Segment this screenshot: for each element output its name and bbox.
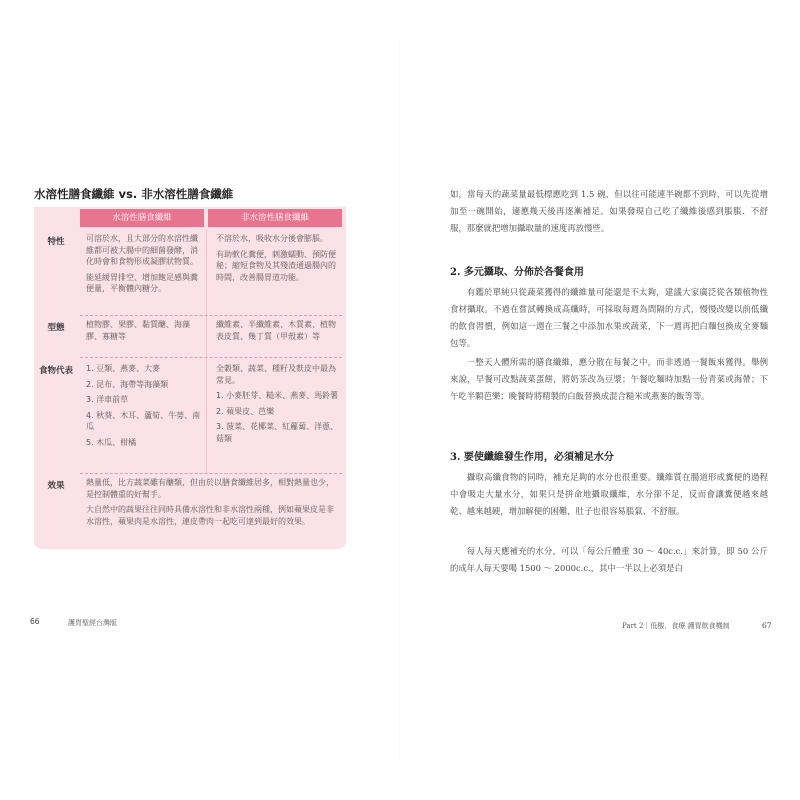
row-divider [80, 473, 342, 474]
row-label-form: 型態 [47, 323, 65, 333]
cell-text: 3. 菠菜、花椰菜、紅蘿蔔、洋蔥、菇類 [216, 422, 339, 443]
page-number-left: 66 [30, 617, 40, 626]
fiber-comparison-table [34, 207, 346, 549]
cell-text: 1. 小麥胚芽、糙米、燕麥、馬鈴薯 [216, 391, 339, 400]
header-insoluble: 非水溶性膳食纖維 [208, 209, 342, 227]
cell-text: 2. 昆布、海帶等海藻類 [86, 379, 169, 389]
cell-text: 熱量低，比方蔬菜雖有醣類，但由於以膳食纖維居多，相對熱量也少，是控制體重的好幫手。 [86, 478, 334, 499]
right-page [400, 0, 800, 800]
table-header [34, 207, 346, 229]
cell-text: 可溶於水，且大部分的水溶性纖維都可被大腸中的細菌發酵，消化時會和食物形成凝膠狀物質。 [86, 234, 198, 266]
book-title-footer: 護胃聖經台灣版 [68, 619, 117, 627]
row-label-property: 特性 [47, 237, 65, 247]
cell-form-soluble: 植物膠、果膠、黏質醣、海藻膠、寡糖等 [86, 320, 190, 341]
cell-food-insoluble [216, 363, 342, 448]
row-divider [80, 315, 342, 316]
cell-text: 3. 洋車前草 [86, 395, 129, 404]
page-number-right: 67 [762, 621, 772, 630]
chapter-footer: Part 2｜低酸．食療 護胃飲食機制 [622, 622, 730, 630]
cell-property-soluble [86, 233, 202, 299]
cell-food-soluble [86, 363, 202, 452]
cell-text: 2. 蘋果皮、芭樂 [216, 406, 275, 416]
cell-form-insoluble: 纖維素、半纖維素、木質素、植物表皮質、幾丁質（甲殼素）等 [216, 320, 336, 341]
cell-text: 1. 豆類、燕麥、大麥 [86, 364, 161, 373]
section-heading-3: 3. 要使纖維發生作用，必須補足水分 [450, 452, 614, 463]
cell-text: 能延緩胃排空、增加飽足感與糞便量，平衡體內糖分。 [86, 272, 198, 293]
header-soluble: 水溶性膳食纖維 [80, 209, 204, 227]
cell-text: 全穀類、蔬菜、種籽及麩皮中最為常見。 [216, 364, 336, 385]
section3-paragraph-2: 每人每天應補充的水分，可以「每公斤體重 30 ～ 40c.c.」來計算，即 50 公斤的成年人每天要喝 1500 ～ 2000c.c.，其中一半以上必須是白 [450, 546, 768, 573]
cell-text: 有助軟化糞便，刺激蠕動、預防便秘；縮短食物及其殘渣通過腸內的時間，改善腸胃道功能。 [216, 249, 336, 282]
cell-property-insoluble [216, 233, 342, 287]
row-label-effect: 效果 [47, 481, 65, 491]
section2-paragraph-1: 有鑑於單純只從蔬菜獲得的纖維量可能還是不太夠，建議大家廣泛從各類植物性食材攝取。不過在嘗試轉換成高纖時，可採取每週為間隔的方式，慢慢改變以前低纖的飲食習慣，例如這一週在三餐之中添加水果或蔬菜，下一週再把白麵包換成全麥麵包等。 [450, 287, 768, 348]
intro-paragraph: 如，當每天的蔬菜量最低標應吃到 1.5 碗，但以往可能連半碗都不到時，可以先從增加至一碗開始，適應幾天後再逐漸補足。如果發現自己吃了纖維後感到脹脹、不舒服，那麼就把增加攝取量的速度再放慢些。 [450, 189, 768, 233]
cell-text: 4. 秋葵、木耳、蘆筍、牛蒡、南瓜 [86, 410, 201, 431]
cell-text: 不溶於水，吸收水分後會膨脹。 [216, 234, 328, 243]
table-title: 水溶性膳食纖維 vs. 非水溶性膳食纖維 [34, 187, 234, 201]
cell-text: 5. 木瓜、柑橘 [86, 437, 137, 447]
cell-text: 大自然中的蔬果往往同時具備水溶性和非水溶性兩種，例如蘋果皮是非水溶性，蘋果肉是水溶性，連皮帶肉一起吃可達到最好的效果。 [86, 505, 334, 526]
row-divider [80, 357, 342, 358]
cell-effect [86, 477, 340, 531]
section-heading-2: 2. 多元攝取、分佈於各餐食用 [450, 267, 584, 278]
section2-paragraph-2: 一整天人體所需的膳食纖維，應分散在每餐之中，而非透過一餐飯來獲得。舉例來說，早餐可改點蔬菜蛋餅，將奶茶改為豆漿；午餐吃麵時加點一份青菜或海帶；下午吃半顆芭樂；晚餐時將精製的白飯替換成混合糙米或燕麥的飯等等。 [450, 357, 768, 401]
section3-paragraph-1: 攝取高纖食物的同時，補充足夠的水分也很重要。纖維質在腸道形成糞便的過程中會吸走大量水分，如果只是拼命地攝取纖維，水分卻不足，反而會讓糞便越來越乾、越來越硬，增加解便的困難，肚子也很容易脹氣、不舒服。 [450, 472, 768, 516]
column-divider [206, 229, 207, 474]
row-label-food: 食物代表 [38, 366, 73, 376]
